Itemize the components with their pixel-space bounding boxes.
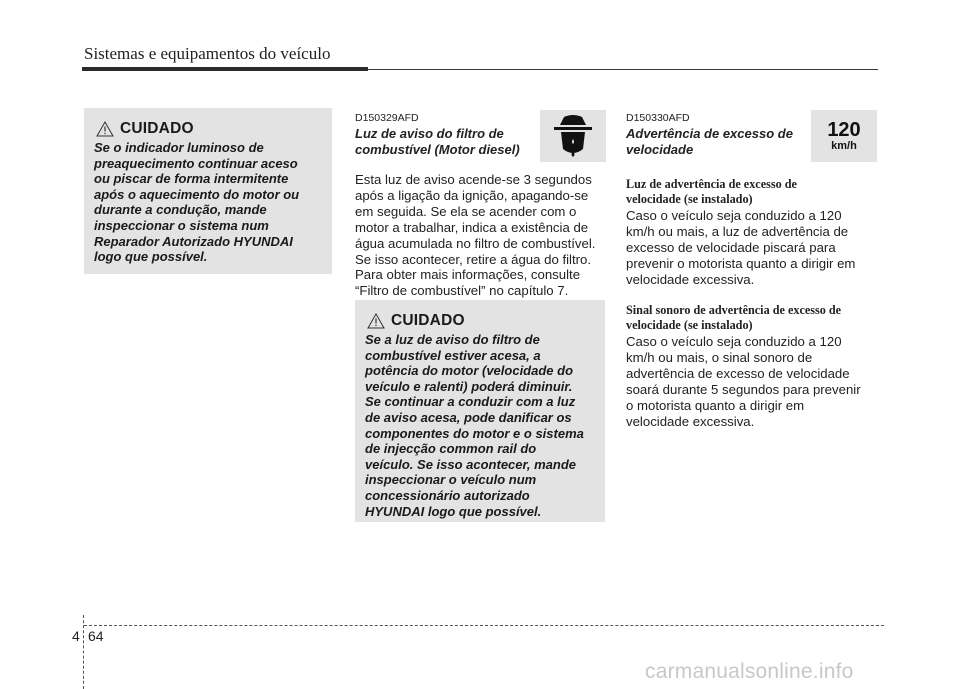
caution-line: de aviso acesa, pode danificar os bbox=[365, 409, 572, 425]
body-line: prevenir o motorista quanto a dirigir em bbox=[626, 255, 856, 271]
section-title-line: velocidade bbox=[626, 142, 694, 157]
speed-value: 120 bbox=[827, 119, 861, 141]
caution-line: durante a condução, mande bbox=[94, 202, 267, 218]
speed-120-warning-icon bbox=[827, 120, 860, 152]
caution-title: CUIDADO bbox=[120, 120, 194, 137]
section-title-line: combustível (Motor diesel) bbox=[355, 142, 520, 157]
caution-line: inspeccionar o veículo num bbox=[365, 472, 537, 488]
speed-unit: km/h bbox=[831, 140, 857, 152]
caution-line: HYUNDAI logo que possível. bbox=[365, 503, 542, 519]
caution-line: preaquecimento continuar aceso bbox=[94, 155, 298, 171]
fuel-filter-warning-icon bbox=[553, 113, 593, 159]
body-line: km/h ou mais, o sinal sonoro de bbox=[626, 349, 813, 365]
body-line: o motorista quanto a dirigir em bbox=[626, 397, 805, 413]
caution-text bbox=[365, 332, 595, 519]
caution-line: após o aquecimento do motor ou bbox=[94, 186, 300, 202]
section-title bbox=[355, 126, 535, 158]
overspeed-chime-body bbox=[626, 334, 878, 429]
warning-triangle-icon bbox=[367, 313, 385, 329]
caution-line: Se continuar a conduzir com a luz bbox=[365, 394, 576, 410]
footer-divider-horizontal bbox=[84, 625, 884, 626]
caution-line: Se a luz de aviso do filtro de bbox=[365, 332, 540, 347]
page-header-title: Sistemas e equipamentos do veículo bbox=[84, 44, 331, 63]
body-line: km/h ou mais, a luz de advertência de bbox=[626, 223, 849, 239]
body-line: motor a trabalhar, indica a existência de bbox=[355, 219, 589, 235]
caution-line: Reparador Autorizado HYUNDAI bbox=[94, 233, 293, 249]
overspeed-light-body bbox=[626, 208, 878, 288]
caution-line: concessionário autorizado bbox=[365, 487, 530, 503]
fuel-filter-indicator bbox=[540, 110, 606, 162]
section-code: D150330AFD bbox=[626, 112, 690, 124]
body-line: em seguida. Se ela se acender com o bbox=[355, 203, 577, 219]
body-line: soará durante 5 segundos para prevenir bbox=[626, 381, 861, 397]
subsection-line: Sinal sonoro de advertência de excesso de bbox=[626, 303, 842, 317]
body-line: após a ligação da ignição, apagando-se bbox=[355, 187, 589, 203]
overspeed-indicator bbox=[811, 110, 877, 162]
body-line: excesso de velocidade piscará para bbox=[626, 239, 836, 255]
body-line: água acumulada no filtro de combustível. bbox=[355, 235, 596, 251]
section-title-line: Advertência de excesso de bbox=[626, 126, 793, 141]
body-line: velocidade excessiva. bbox=[626, 271, 755, 287]
body-line: Se isso acontecer, retire a água do filtro. bbox=[355, 251, 592, 267]
body-line: “Filtro de combustível” no capítulo 7. bbox=[355, 283, 569, 299]
subsection-line: Luz de advertência de excesso de bbox=[626, 177, 797, 191]
caution-header bbox=[367, 312, 595, 330]
section-code: D150329AFD bbox=[355, 112, 419, 124]
fuel-filter-body bbox=[355, 172, 604, 299]
caution-line: componentes do motor e o sistema bbox=[365, 425, 584, 441]
caution-line: Se o indicador luminoso de bbox=[94, 140, 264, 155]
footer-divider-vertical bbox=[83, 615, 85, 689]
section-title bbox=[626, 126, 808, 158]
page-number: 64 bbox=[88, 628, 104, 644]
header-bar bbox=[82, 67, 368, 71]
caution-box-middle bbox=[355, 300, 605, 522]
caution-title: CUIDADO bbox=[391, 312, 465, 329]
body-line: Caso o veículo seja conduzido a 120 bbox=[626, 334, 842, 349]
caution-header bbox=[96, 120, 322, 138]
subsection-heading bbox=[626, 177, 878, 207]
watermark: carmanualsonline.info bbox=[645, 660, 854, 683]
caution-text bbox=[94, 140, 322, 265]
body-line: advertência de excesso de velocidade bbox=[626, 365, 850, 381]
subsection-line: velocidade (se instalado) bbox=[626, 318, 753, 332]
caution-line: potência do motor (velocidade do bbox=[365, 363, 574, 379]
caution-line: de injecção common rail do bbox=[365, 441, 537, 457]
body-line: Caso o veículo seja conduzido a 120 bbox=[626, 208, 842, 223]
caution-line: veículo. Se isso acontecer, mande bbox=[365, 456, 576, 472]
body-line: Esta luz de aviso acende-se 3 segundos bbox=[355, 172, 592, 187]
subsection-line: velocidade (se instalado) bbox=[626, 192, 753, 206]
header-rule bbox=[368, 69, 878, 70]
caution-box-left bbox=[84, 108, 332, 274]
body-line: velocidade excessiva. bbox=[626, 413, 755, 429]
caution-line: logo que possível. bbox=[94, 249, 208, 265]
chapter-number: 4 bbox=[72, 628, 80, 644]
subsection-heading bbox=[626, 303, 878, 333]
caution-line: ou piscar de forma intermitente bbox=[94, 171, 289, 187]
caution-line: combustível estiver acesa, a bbox=[365, 347, 541, 363]
section-title-line: Luz de aviso do filtro de bbox=[355, 126, 504, 141]
caution-line: veículo e ralenti) poderá diminuir. bbox=[365, 378, 573, 394]
warning-triangle-icon bbox=[96, 121, 114, 137]
body-line: Para obter mais informações, consulte bbox=[355, 267, 581, 283]
caution-line: inspeccionar o sistema num bbox=[94, 217, 269, 233]
